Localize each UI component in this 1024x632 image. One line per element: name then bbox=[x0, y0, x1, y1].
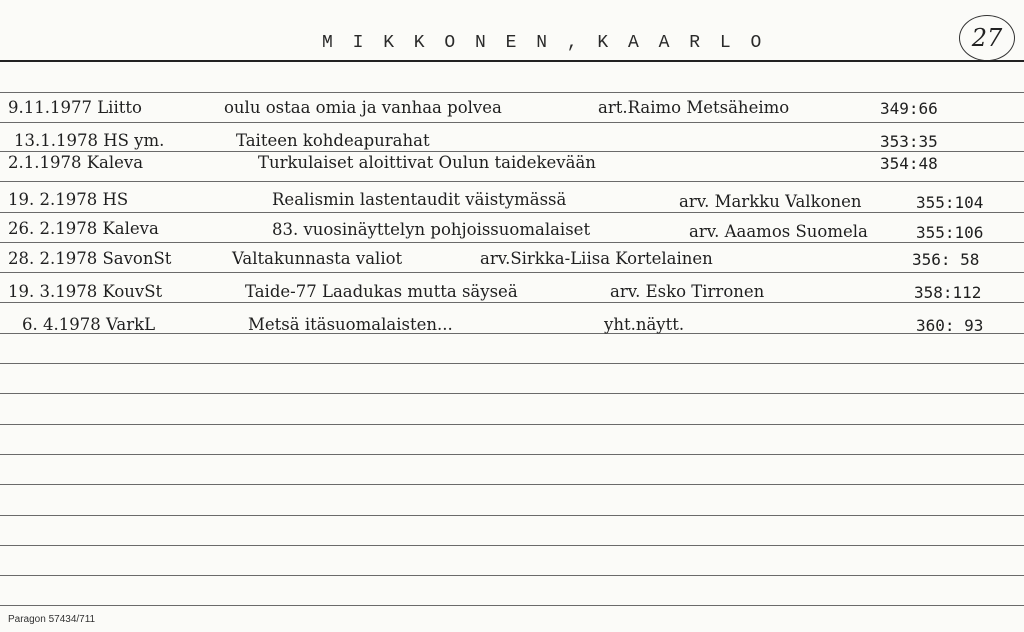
entry-title: oulu ostaa omia ja vanhaa polvea bbox=[224, 98, 502, 117]
card-print-mark: Paragon 57434/711 bbox=[8, 614, 96, 625]
entry-author: arv. Esko Tirronen bbox=[610, 282, 765, 301]
rule-line bbox=[0, 515, 1024, 516]
card-header-name: M I K K O N E N , K A A R L O bbox=[322, 33, 766, 53]
entry-title: Metsä itäsuomalaisten... bbox=[248, 315, 453, 334]
rule-line bbox=[0, 545, 1024, 546]
entry-date-source: 26. 2.1978 Kaleva bbox=[8, 219, 159, 238]
entry-date-source: 19. 3.1978 KouvSt bbox=[8, 282, 163, 301]
header-rule bbox=[0, 60, 1024, 62]
rule-line bbox=[0, 151, 1024, 152]
entry-title: Taide-77 Laadukas mutta säyseä bbox=[245, 282, 518, 301]
rule-line bbox=[0, 454, 1024, 455]
entry-title: Turkulaiset aloittivat Oulun taidekevään bbox=[258, 153, 596, 172]
rule-line bbox=[0, 575, 1024, 576]
entry-reference: 355:104 bbox=[916, 193, 984, 212]
rule-line bbox=[0, 242, 1024, 243]
entry-reference: 355:106 bbox=[916, 223, 984, 242]
entry-date-source: 6. 4.1978 VarkL bbox=[22, 315, 156, 334]
entry-reference: 349:66 bbox=[880, 99, 938, 118]
entry-title: Valtakunnasta valiot bbox=[232, 249, 403, 268]
rule-line bbox=[0, 212, 1024, 213]
rule-line bbox=[0, 605, 1024, 606]
rule-line bbox=[0, 363, 1024, 364]
entry-reference: 360: 93 bbox=[916, 316, 984, 335]
entry-date-source: 13.1.1978 HS ym. bbox=[14, 131, 165, 150]
entry-date-source: 19. 2.1978 HS bbox=[8, 190, 129, 209]
rule-line bbox=[0, 424, 1024, 425]
entry-title: 83. vuosinäyttelyn pohjoissuomalaiset bbox=[272, 220, 591, 239]
entry-author: yht.näytt. bbox=[604, 315, 685, 334]
entry-date-source: 2.1.1978 Kaleva bbox=[8, 153, 144, 172]
card-number-badge: 27 bbox=[959, 15, 1015, 61]
rule-line bbox=[0, 302, 1024, 303]
rule-line bbox=[0, 122, 1024, 123]
rule-line bbox=[0, 92, 1024, 93]
rule-line bbox=[0, 181, 1024, 182]
entry-reference: 356: 58 bbox=[912, 250, 980, 269]
entry-date-source: 9.11.1977 Liitto bbox=[8, 98, 142, 117]
entry-reference: 354:48 bbox=[880, 154, 938, 173]
entry-author: arv. Markku Valkonen bbox=[679, 192, 862, 211]
entry-reference: 353:35 bbox=[880, 132, 938, 151]
entry-date-source: 28. 2.1978 SavonSt bbox=[8, 249, 172, 268]
entry-author: art.Raimo Metsäheimo bbox=[598, 98, 790, 117]
entry-author: arv.Sirkka-Liisa Kortelainen bbox=[480, 249, 713, 268]
entry-title: Realismin lastentaudit väistymässä bbox=[272, 190, 567, 209]
entry-reference: 358:112 bbox=[914, 283, 982, 302]
entry-author: arv. Aaamos Suomela bbox=[689, 222, 868, 241]
rule-line bbox=[0, 393, 1024, 394]
rule-line bbox=[0, 272, 1024, 273]
entry-title: Taiteen kohdeapurahat bbox=[236, 131, 430, 150]
rule-line bbox=[0, 484, 1024, 485]
